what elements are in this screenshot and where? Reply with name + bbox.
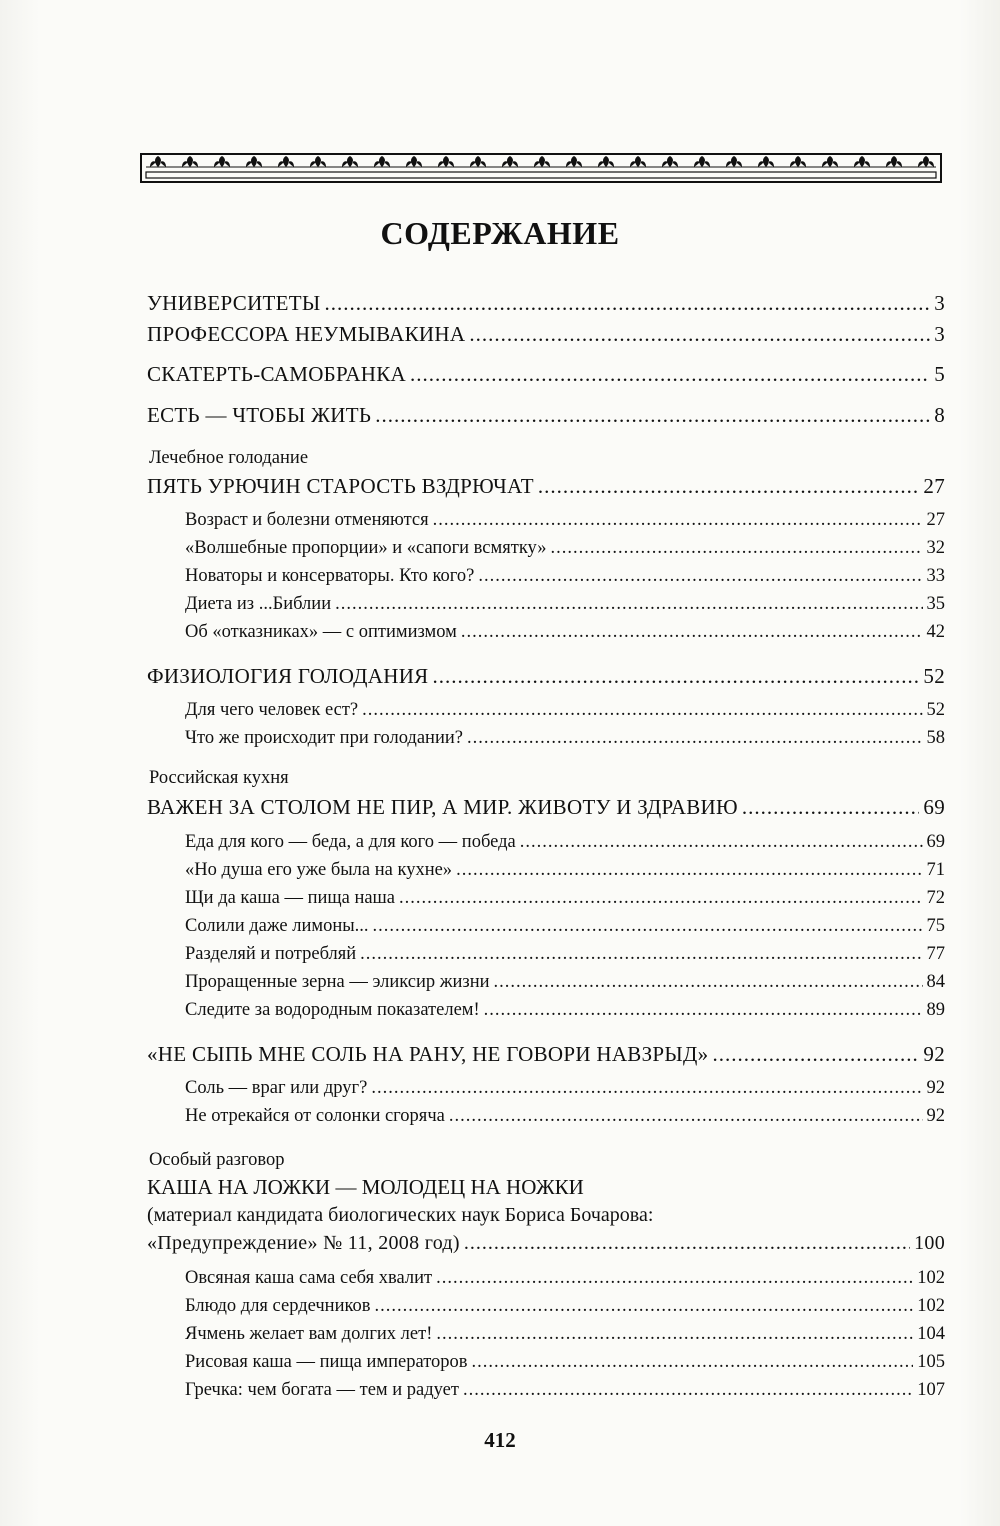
dot-leader <box>742 795 920 820</box>
dot-leader <box>464 1232 910 1255</box>
toc-subentry[interactable]: Следите за водородным показателем! ..... 89 <box>185 1000 945 1021</box>
toc-subentry[interactable]: Об «отказниках» — с оптимизмом ..... 42 <box>185 622 945 643</box>
section-heading: Российская кухня <box>149 768 289 788</box>
dot-leader <box>436 1324 913 1345</box>
toc-subentry[interactable]: Ячмень желает вам долгих лет! ..... 104 <box>185 1324 945 1345</box>
dot-leader <box>520 832 923 853</box>
dot-leader <box>375 1296 914 1317</box>
toc-subentry[interactable]: Проращенные зерна — эликсир жизни ..... 84 <box>185 972 945 993</box>
toc-entry[interactable]: ПЯТЬ УРЮЧИН СТАРОСТЬ ВЗДРЮЧАТ ..... 27 <box>147 474 945 499</box>
section-heading: Лечебное голодание <box>149 448 309 468</box>
toc-entry[interactable]: «Предупреждение» № 11, 2008 год) ..... 100 <box>147 1232 945 1255</box>
toc-subentry[interactable]: Овсяная каша сама себя хвалит ..... 102 <box>185 1268 945 1289</box>
toc-subentry[interactable]: Новаторы и консерваторы. Кто кого? ..... 33 <box>185 566 945 587</box>
toc-subentry[interactable]: Возраст и болезни отменяются ..... 27 <box>185 510 945 531</box>
dot-leader <box>335 594 922 615</box>
dot-leader <box>360 944 922 965</box>
dot-leader <box>538 474 920 499</box>
dot-leader <box>375 403 930 428</box>
dot-leader <box>551 538 923 559</box>
toc-entry[interactable]: УНИВЕРСИТЕТЫ ..... 3 <box>147 291 945 316</box>
dot-leader <box>469 322 930 347</box>
toc-subentry[interactable]: Гречка: чем богата — тем и радует ..... 107 <box>185 1380 945 1401</box>
page-title: СОДЕРЖАНИЕ <box>380 215 620 251</box>
dot-leader <box>478 566 922 587</box>
toc-entry-note: (материал кандидата биологических наук Бориса Бочарова: <box>147 1204 654 1226</box>
toc-subentry[interactable]: Не отрекайся от солонки сгоряча ..... 92 <box>185 1106 945 1127</box>
dot-leader <box>410 362 930 387</box>
dot-leader <box>472 1352 914 1373</box>
dot-leader <box>494 972 923 993</box>
toc-subentry[interactable]: Для чего человек ест? ..... 52 <box>185 700 945 721</box>
toc-subentry[interactable]: «Волшебные пропорции» и «сапоги всмятку» ..... 32 <box>185 538 945 559</box>
dot-leader <box>456 860 922 881</box>
dot-leader <box>436 1268 913 1289</box>
toc-subentry[interactable]: Что же происходит при голодании? ..... 58 <box>185 728 945 749</box>
toc-entry-title[interactable]: КАША НА ЛОЖКИ — МОЛОДЕЦ НА НОЖКИ <box>147 1175 584 1199</box>
toc-subentry[interactable]: Щи да каша — пища наша ..... 72 <box>185 888 945 909</box>
toc-subentry[interactable]: Еда для кого — беда, а для кого — победа ..... 69 <box>185 832 945 853</box>
toc-entry[interactable]: СКАТЕРТЬ-САМОБРАНКА ..... 5 <box>147 362 945 387</box>
dot-leader <box>463 1380 913 1401</box>
dot-leader <box>712 1042 919 1067</box>
dot-leader <box>399 888 922 909</box>
dot-leader <box>325 291 931 316</box>
dot-leader <box>467 728 923 749</box>
toc-entry[interactable]: ВАЖЕН ЗА СТОЛОМ НЕ ПИР, А МИР. ЖИВОТУ И ЗДРАВИЮ ..... 69 <box>147 795 945 820</box>
dot-leader <box>373 916 923 937</box>
dot-leader <box>433 510 923 531</box>
page-number: 412 <box>484 1428 516 1452</box>
toc-entry[interactable]: ФИЗИОЛОГИЯ ГОЛОДАНИЯ ..... 52 <box>147 664 945 689</box>
dot-leader <box>461 622 923 643</box>
toc-subentry[interactable]: Соль — враг или друг? ..... 92 <box>185 1078 945 1099</box>
toc-subentry[interactable]: Рисовая каша — пища императоров ..... 105 <box>185 1352 945 1373</box>
toc-subentry[interactable]: Солили даже лимоны... ..... 75 <box>185 916 945 937</box>
toc-subentry[interactable]: Разделяй и потребляй ..... 77 <box>185 944 945 965</box>
dot-leader <box>484 1000 923 1021</box>
dot-leader <box>432 664 919 689</box>
toc-entry[interactable]: «НЕ СЫПЬ МНЕ СОЛЬ НА РАНУ, НЕ ГОВОРИ НАВЗРЫД» ..... 92 <box>147 1042 945 1067</box>
section-heading: Особый разговор <box>149 1150 285 1170</box>
toc-entry[interactable]: ПРОФЕССОРА НЕУМЫВАКИНА ..... 3 <box>147 322 945 347</box>
toc-subentry[interactable]: «Но душа его уже была на кухне» ..... 71 <box>185 860 945 881</box>
dot-leader <box>362 700 922 721</box>
toc-subentry[interactable]: Блюдо для сердечников ..... 102 <box>185 1296 945 1317</box>
toc-entry[interactable]: ЕСТЬ — ЧТОБЫ ЖИТЬ ..... 8 <box>147 403 945 428</box>
dot-leader <box>371 1078 922 1099</box>
toc-subentry[interactable]: Диета из ...Библии ..... 35 <box>185 594 945 615</box>
dot-leader <box>449 1106 923 1127</box>
